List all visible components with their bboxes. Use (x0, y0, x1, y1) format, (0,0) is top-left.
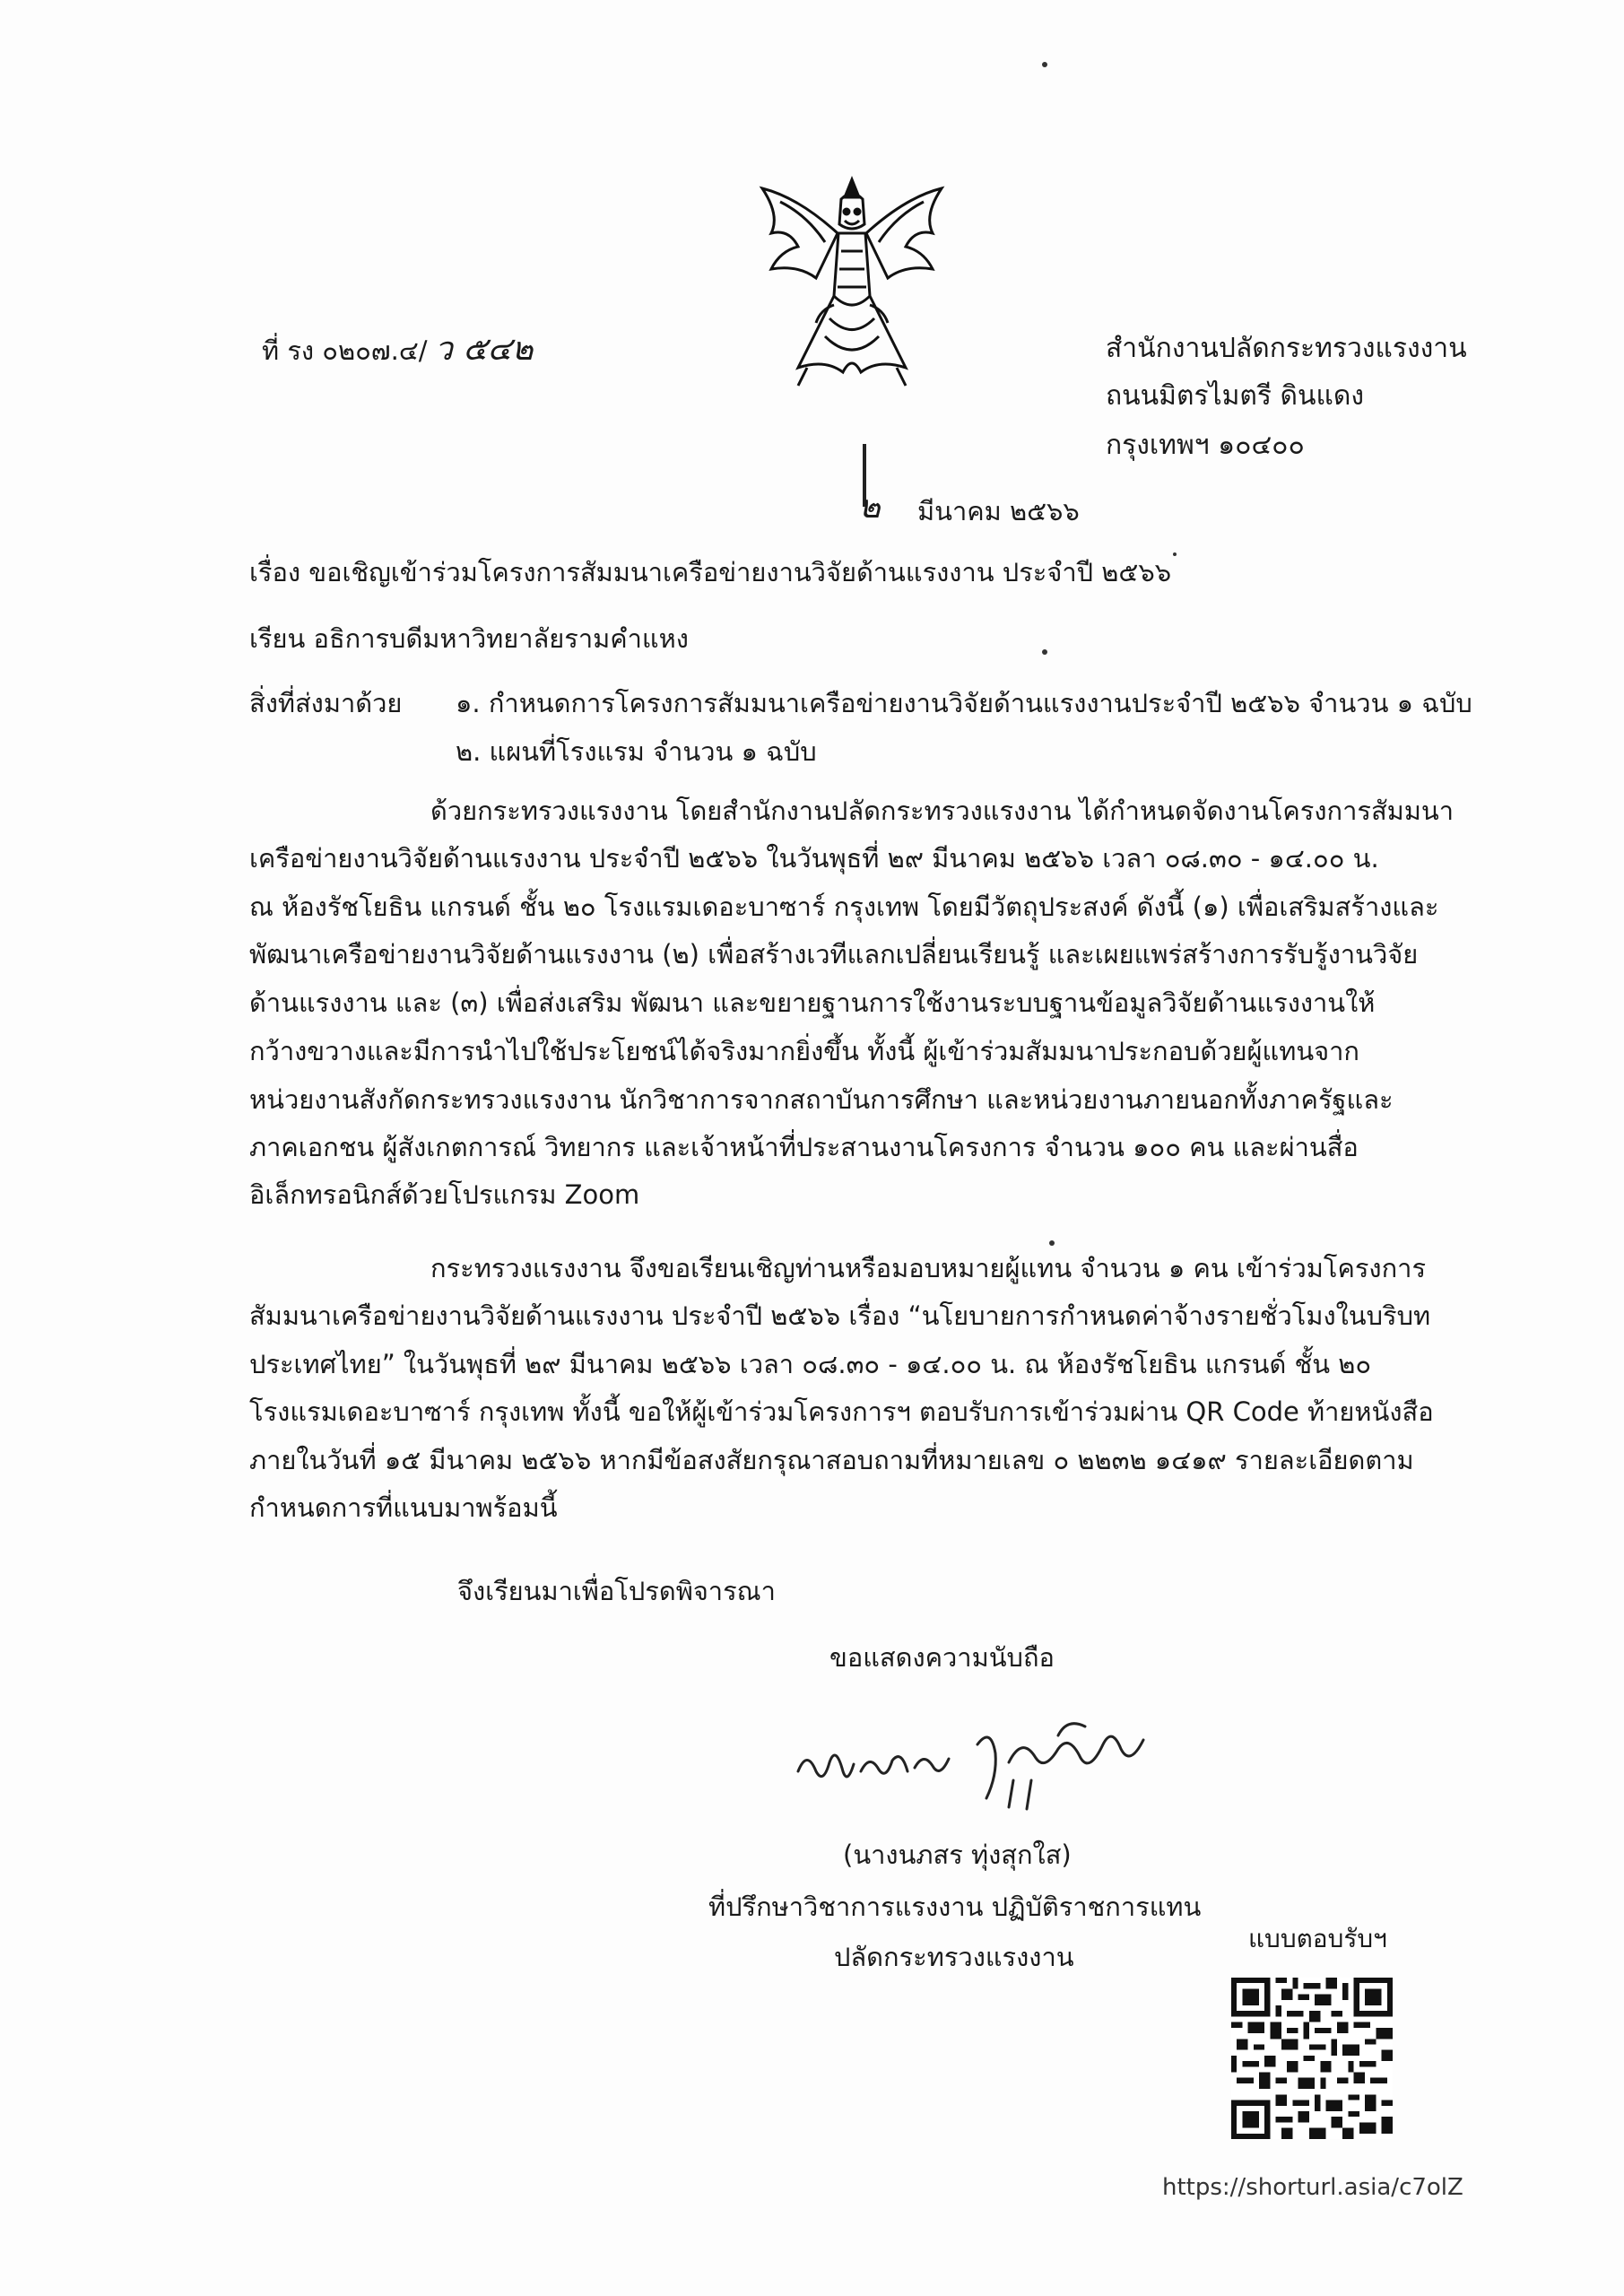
signatory-name: (นางนภสร ทุ่งสุกใส) (843, 1839, 1072, 1870)
qr-url[interactable]: https://shorturl.asia/c7olZ (1162, 2174, 1463, 2201)
letter-subject: เรื่อง ขอเชิญเข้าร่วมโครงการสัมมนาเครือข่ายงานวิจัยด้านแรงงาน ประจำปี ๒๕๖๖ (249, 557, 1172, 587)
reference-prefix: ที่ รง ๐๒๐๗.๔/ (262, 335, 428, 366)
address-line-1: สำนักงานปลัดกระทรวงแรงงาน (1106, 333, 1467, 364)
closing-request: จึงเรียนมาเพื่อโปรดพิจารณา (457, 1576, 776, 1606)
enclosure-item-2: ๒. แผนที่โรงแรม จำนวน ๑ ฉบับ (456, 736, 817, 767)
paragraph-1-line-7: หน่วยงานสังกัดกระทรวงแรงงาน นักวิชาการจากสถาบันการศึกษา และหน่วยงานภายนอกทั้งภาครัฐและ (249, 1084, 1394, 1115)
address-line-3: กรุงเทพฯ ๑๐๔๐๐ (1106, 430, 1305, 461)
enclosures-label: สิ่งที่ส่งมาด้วย (249, 688, 403, 718)
letter-date: มีนาคม ๒๕๖๖ (917, 496, 1080, 526)
closing-regards: ขอแสดงความนับถือ (829, 1642, 1055, 1673)
paragraph-2-line-6: กำหนดการที่แนบมาพร้อมนี้ (249, 1492, 558, 1523)
paragraph-1-line-9: อิเล็กทรอนิกส์ด้วยโปรแกรม Zoom (249, 1179, 640, 1210)
paragraph-1-line-1: ด้วยกระทรวงแรงงาน โดยสำนักงานปลัดกระทรวงแรงงาน ได้กำหนดจัดงานโครงการสัมมนา (430, 796, 1454, 826)
paragraph-1-line-2: เครือข่ายงานวิจัยด้านแรงงาน ประจำปี ๒๕๖๖ ในวันพุธที่ ๒๙ มีนาคม ๒๕๖๖ เวลา ๐๘.๓๐ - ๑๔.๐๐ น. (249, 843, 1379, 874)
garuda-emblem-icon (744, 161, 960, 395)
qr-code[interactable] (1231, 1978, 1393, 2139)
qr-label: แบบตอบรับฯ (1248, 1924, 1387, 1953)
paragraph-2-line-1: กระทรวงแรงงาน จึงขอเรียนเชิญท่านหรือมอบหมายผู้แทน จำนวน ๑ คน เข้าร่วมโครงการ (430, 1253, 1427, 1283)
address-line-2: ถนนมิตรไมตรี ดินแดง (1106, 380, 1365, 412)
signatory-department: ปลัดกระทรวงแรงงาน (834, 1942, 1074, 1972)
paragraph-1-line-5: ด้านแรงงาน และ (๓) เพื่อส่งเสริม พัฒนา และขยายฐานการใช้งานระบบฐานข้อมูลวิจัยด้านแรงงานให้ (249, 987, 1376, 1018)
enclosure-item-1: ๑. กำหนดการโครงการสัมมนาเครือข่ายงานวิจัยด้านแรงงานประจำปี ๒๕๖๖ จำนวน ๑ ฉบับ (456, 688, 1472, 718)
paragraph-1-line-3: ณ ห้องรัชโยธิน แกรนด์ ชั้น ๒๐ โรงแรมเดอะบาซาร์ กรุงเทพ โดยมีวัตถุประสงค์ ดังนี้ (๑) เพื่อเสริมสร้างและ (249, 891, 1439, 922)
date-day-handwritten: ๒ (859, 489, 881, 526)
paragraph-1-line-8: ภาคเอกชน ผู้สังเกตการณ์ วิทยากร และเจ้าหน้าที่ประสานงานโครงการ จำนวน ๑๐๐ คน และผ่านสื่อ (249, 1132, 1359, 1162)
signatory-title: ที่ปรึกษาวิชาการแรงงาน ปฏิบัติราชการแทน (708, 1892, 1202, 1922)
signature (789, 1709, 1184, 1816)
reference-number (262, 331, 534, 368)
paragraph-2-line-4: โรงแรมเดอะบาซาร์ กรุงเทพ ทั้งนี้ ขอให้ผู้เข้าร่วมโครงการฯ ตอบรับการเข้าร่วมผ่าน QR Code ท้ายหนังสือ (249, 1396, 1434, 1427)
letter-recipient: เรียน อธิการบดีมหาวิทยาลัยรามคำแหง (249, 623, 689, 654)
paragraph-2-line-3: ประเทศไทย” ในวันพุธที่ ๒๙ มีนาคม ๒๕๖๖ เวลา ๐๘.๓๐ - ๑๔.๐๐ น. ณ ห้องรัชโยธิน แกรนด์ ชั้น ๒๐ (249, 1349, 1372, 1379)
reference-handwritten: ว ๕๔๒ (434, 331, 534, 368)
paragraph-2-line-2: สัมมนาเครือข่ายงานวิจัยด้านแรงงาน ประจำปี ๒๕๖๖ เรื่อง “นโยบายการกำหนดค่าจ้างรายชั่วโมงในบริบท (249, 1300, 1431, 1331)
paragraph-1-line-4: พัฒนาเครือข่ายงานวิจัยด้านแรงงาน (๒) เพื่อสร้างเวทีแลกเปลี่ยนเรียนรู้ และเผยแพร่สร้างการรับรู้งานวิจัย (249, 939, 1419, 970)
paragraph-2-line-5: ภายในวันที่ ๑๕ มีนาคม ๒๕๖๖ หากมีข้อสงสัยกรุณาสอบถามที่หมายเลข ๐ ๒๒๓๒ ๑๔๑๙ รายละเอียดตาม (249, 1445, 1414, 1475)
paragraph-1-line-6: กว้างขวางและมีการนำไปใช้ประโยชน์ได้จริงมากยิ่งขึ้น ทั้งนี้ ผู้เข้าร่วมสัมมนาประกอบด้วยผู้แทนจาก (249, 1036, 1359, 1066)
